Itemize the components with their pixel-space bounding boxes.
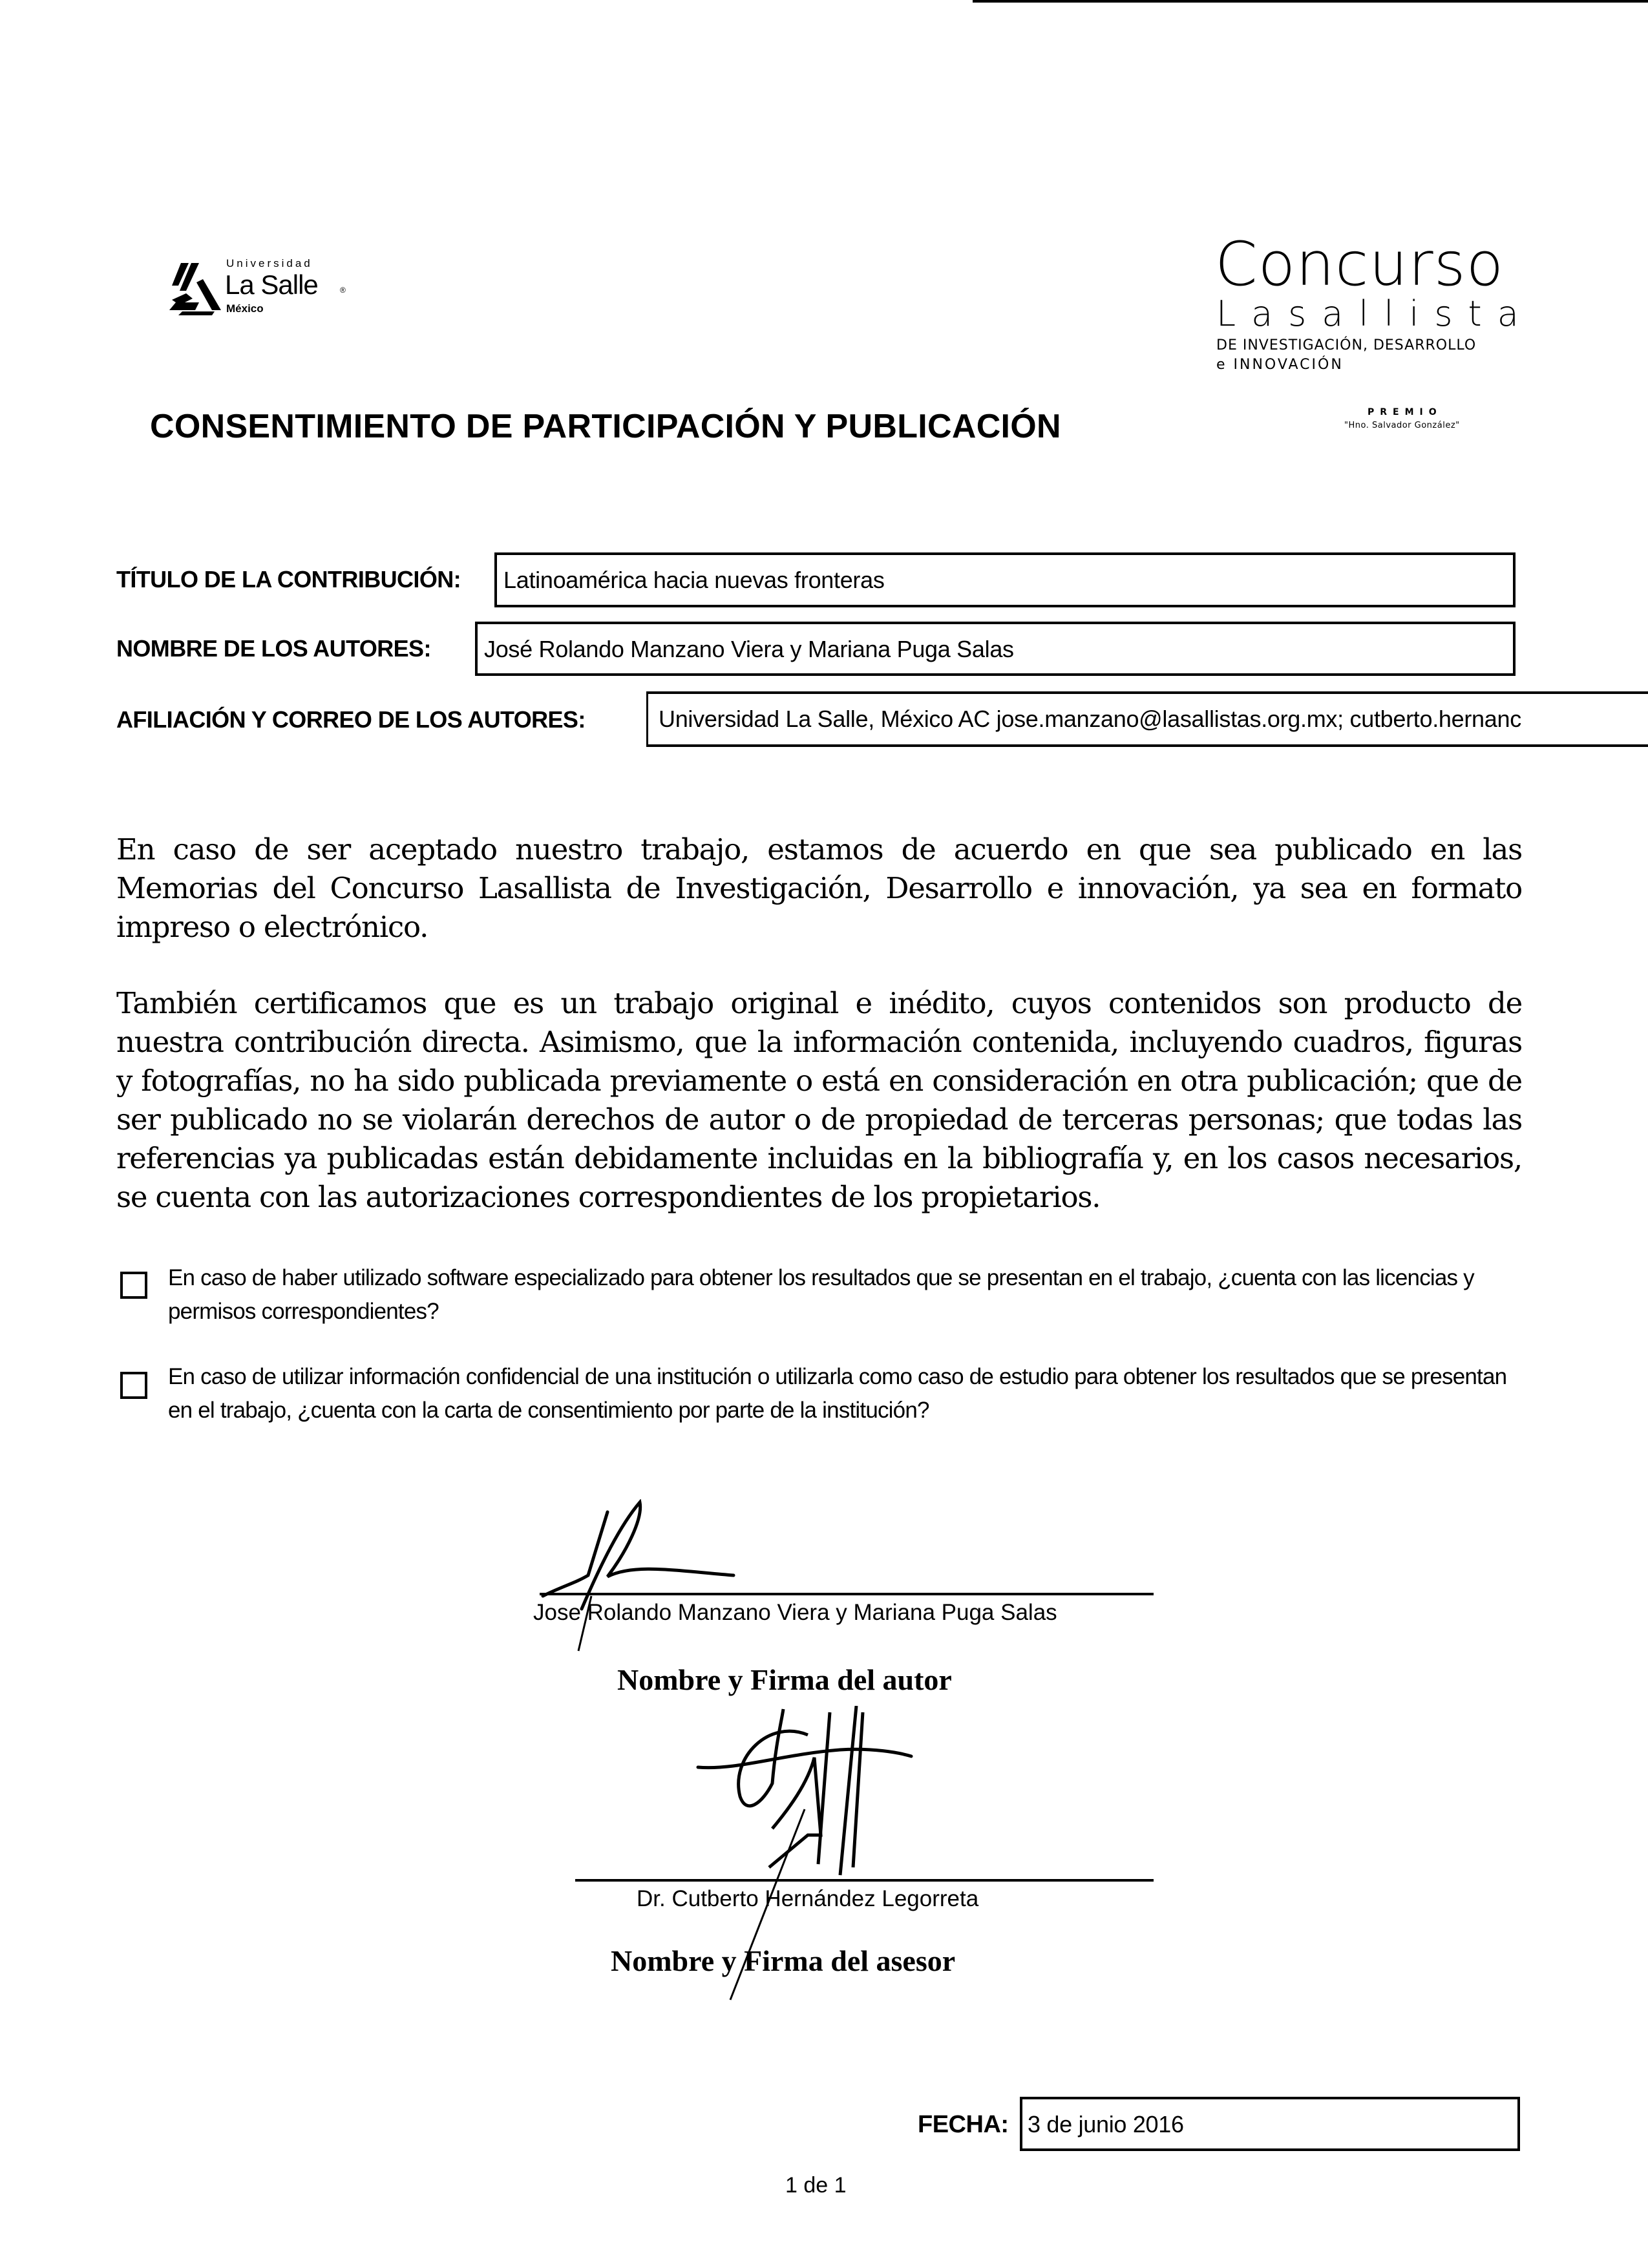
author-name: Jose Rolando Manzano Viera y Mariana Puga Salas (533, 1600, 1057, 1625)
software-license-question: En caso de haber utilizado software especializado para obtener los resultados que se presentan en el trabajo, ¿cuenta con las licencias y permisos correspondientes? (168, 1265, 1474, 1324)
authors-field[interactable] (475, 622, 1516, 676)
concurso-line-2: e INNOVACIÓN (1216, 357, 1344, 373)
author-signature-caption: Nombre y Firma del autor (617, 1663, 952, 1696)
title-field-label: TÍTULO DE LA CONTRIBUCIÓN: (116, 566, 461, 593)
registered-mark: ® (340, 286, 346, 295)
software-license-checkbox[interactable] (120, 1272, 147, 1299)
title-field-value: Latinoamérica hacia nuevas fronteras (503, 567, 885, 593)
confidential-info-question: En caso de utilizar información confidencial de una institución o utilizarla como caso de estudio para obtener los resultados que se presentan en el trabajo, ¿cuenta con la carta de consentimiento por parte de la institución? (168, 1364, 1507, 1423)
author-signature-line (540, 1593, 1154, 1595)
title-field[interactable] (494, 552, 1516, 607)
la-salle-universidad-text: Universidad (226, 257, 313, 269)
authors-field-label: NOMBRE DE LOS AUTORES: (116, 635, 431, 662)
advisor-signature-caption: Nombre y Firma del asesor (611, 1944, 956, 1977)
concurso-lasallista-logo (1215, 229, 1534, 446)
date-field[interactable] (1020, 2097, 1520, 2151)
concurso-subtitle: Lasallista (1216, 293, 1534, 334)
premio-label: PREMIO (1368, 407, 1442, 417)
page-title: CONSENTIMIENTO DE PARTICIPACIÓN Y PUBLICACIÓN (150, 408, 1061, 445)
affiliation-field[interactable] (646, 691, 1648, 747)
date-field-value: 3 de junio 2016 (1028, 2111, 1184, 2137)
consent-paragraph-1: En caso de ser aceptado nuestro trabajo, estamos de acuerdo en que sea publicado en las Memorias del Concurso Lasallista de Investigación, Desarrollo e innovación, ya sea en formato impreso o electrónico. (116, 832, 1522, 944)
date-label: FECHA: (918, 2111, 1009, 2138)
concurso-line-1: DE INVESTIGACIÓN, DESARROLLO (1216, 337, 1477, 353)
author-handwritten-signature (530, 1499, 821, 1654)
concurso-title: Concurso (1215, 229, 1505, 300)
page-number: 1 de 1 (785, 2173, 847, 2198)
scan-edge-line (973, 0, 1648, 3)
affiliation-field-value: Universidad La Salle, México AC jose.manzano@lasallistas.org.mx; cutberto.hernanc (659, 706, 1521, 732)
authors-field-value: José Rolando Manzano Viera y Mariana Puga Salas (484, 636, 1014, 662)
premio-name: "Hno. Salvador González" (1344, 421, 1460, 430)
advisor-name: Dr. Cutberto Hernández Legorreta (637, 1886, 979, 1911)
la-salle-logo (167, 257, 374, 322)
advisor-signature-line (575, 1879, 1154, 1882)
affiliation-field-label: AFILIACIÓN Y CORREO DE LOS AUTORES: (116, 706, 586, 733)
la-salle-name-text: La Salle (225, 269, 318, 300)
consent-paragraph-2: También certificamos que es un trabajo original e inédito, cuyos contenidos son producto de nuestra contribución directa. Asimismo, que la información contenida, incluyendo cuadros, figuras y fotografías, no ha sido publicada previamente o está en consideración en otra publicación; que de ser publicado no se violarán derechos de autor o de propiedad de terceras personas; que todas las referencias ya publicadas están debidamente incluidas en la bibliografía y, en los casos necesarios, se cuenta con las autorizaciones correspondientes de los propietarios. (116, 986, 1522, 1214)
la-salle-mexico-text: México (226, 302, 264, 315)
confidential-info-checkbox[interactable] (120, 1372, 147, 1399)
la-salle-emblem-icon (167, 260, 224, 318)
